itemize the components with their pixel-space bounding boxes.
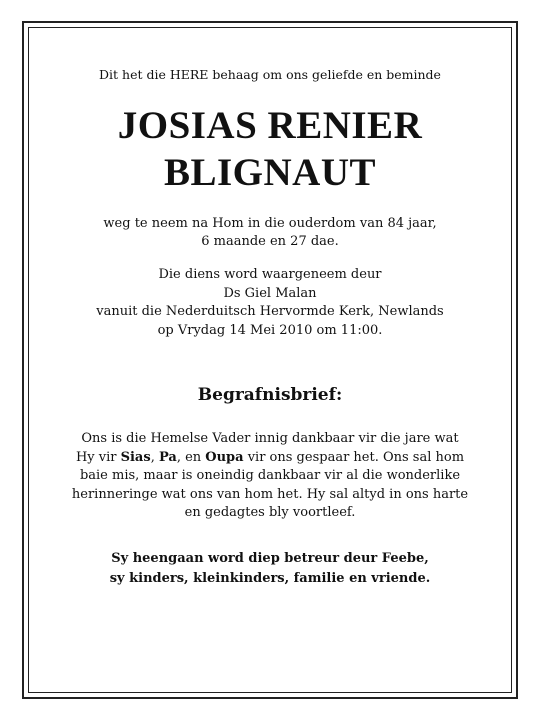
intro-text: Dit het die HERE behaag om ons geliefde en beminde <box>99 67 441 82</box>
signoff-text <box>40 549 500 589</box>
age-line-1: weg te neem na Hom in die ouderdom van 84 jaar, <box>103 216 437 231</box>
section-heading: Begrafnisbrief: <box>197 385 343 405</box>
letter-line-2-comma: , <box>150 449 159 465</box>
name-line-1: JOSIAS RENIER <box>117 104 423 147</box>
age-text <box>40 215 500 251</box>
age-line-2: 6 maande en 27 dae. <box>201 234 339 249</box>
signoff-line-1: Sy heengaan word diep betreur deur Feebe, <box>111 551 429 566</box>
letter-line-4: herinneringe wat ons van hom het. Hy sal altyd in ons harte <box>71 486 469 502</box>
service-church: vanuit die Nederduitsch Hervormde Kerk, Newlands <box>96 304 444 319</box>
letter-line-2 <box>40 449 500 468</box>
deceased-name <box>40 102 500 196</box>
service-date: op Vrydag 14 Mei 2010 om 11:00. <box>157 322 383 338</box>
letter-line-2-pre: Hy vir <box>75 449 121 465</box>
name-sias: Sias <box>120 449 151 465</box>
service-details <box>40 266 500 340</box>
signoff-line-2: sy kinders, kleinkinders, familie en vriende. <box>109 571 431 586</box>
letter-line-1: Ons is die Hemelse Vader innig dankbaar vir die jare wat <box>81 431 459 446</box>
service-minister: Ds Giel Malan <box>223 285 317 301</box>
name-pa: Pa <box>158 449 177 465</box>
letter-line-2-post: vir ons gespaar het. Ons sal hom <box>243 449 465 465</box>
name-line-2: BLIGNAUT <box>163 151 377 194</box>
letter-body <box>40 430 500 523</box>
letter-line-2-mid: , en <box>176 449 206 465</box>
name-oupa: Oupa <box>205 449 244 465</box>
letter-line-5: en gedagtes bly voortleef. <box>184 505 356 520</box>
service-line-1: Die diens word waargeneem deur <box>158 267 382 282</box>
letter-line-3: baie mis, maar is oneindig dankbaar vir al die wonderlike <box>79 468 461 483</box>
